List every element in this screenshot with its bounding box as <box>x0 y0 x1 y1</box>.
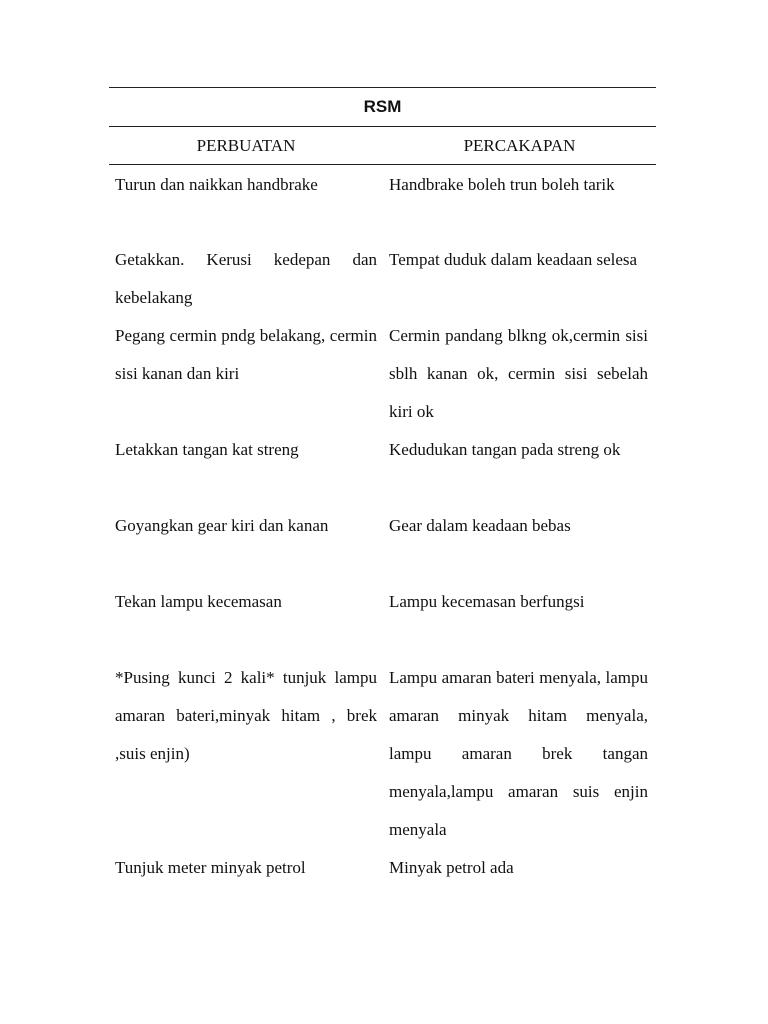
title-row <box>109 88 656 127</box>
rsm-table <box>109 87 656 887</box>
table-row <box>109 659 656 849</box>
column-header-perbuatan: PERBUATAN <box>109 127 383 165</box>
percakapan-cell: Lampu kecemasan berfungsi <box>389 591 585 611</box>
column-header-percakapan: PERCAKAPAN <box>383 127 656 165</box>
table-row <box>109 431 656 507</box>
percakapan-cell: Kedudukan tangan pada streng ok <box>389 439 621 459</box>
table-row <box>109 317 656 431</box>
table-row <box>109 583 656 659</box>
table-row <box>109 849 656 887</box>
perbuatan-cell: Turun dan naikkan handbrake <box>115 175 318 194</box>
percakapan-cell: Minyak petrol ada <box>389 857 514 877</box>
percakapan-cell: Gear dalam keadaan bebas <box>389 515 571 535</box>
table-row <box>109 165 656 241</box>
percakapan-cell: Cermin pandang blkng ok,cermin sisi sblh kanan ok, cermin sisi sebelah kiri ok <box>389 325 648 421</box>
perbuatan-cell: Goyangkan gear kiri dan kanan <box>115 515 329 535</box>
percakapan-cell: Lampu amaran bateri menyala, lampu amaran minyak hitam menyala, lampu amaran brek tangan menyala,lampu amaran suis enjin menyala <box>389 667 648 839</box>
table-title: RSM <box>109 88 656 127</box>
perbuatan-cell: Getakkan. Kerusi kedepan dan kebelakang <box>115 249 377 307</box>
table-row <box>109 507 656 583</box>
perbuatan-cell: Letakkan tangan kat streng <box>115 439 299 459</box>
perbuatan-cell: Tekan lampu kecemasan <box>115 591 282 611</box>
header-row <box>109 127 656 165</box>
table-row <box>109 241 656 317</box>
perbuatan-cell: *Pusing kunci 2 kali* tunjuk lampu amaran bateri,minyak hitam , brek ,suis enjin) <box>115 667 377 763</box>
perbuatan-cell: Tunjuk meter minyak petrol <box>115 857 306 877</box>
percakapan-cell: Handbrake boleh trun boleh tarik <box>389 175 615 194</box>
percakapan-cell: Tempat duduk dalam keadaan selesa <box>389 249 638 269</box>
perbuatan-cell: Pegang cermin pndg belakang, cermin sisi kanan dan kiri <box>115 325 377 383</box>
